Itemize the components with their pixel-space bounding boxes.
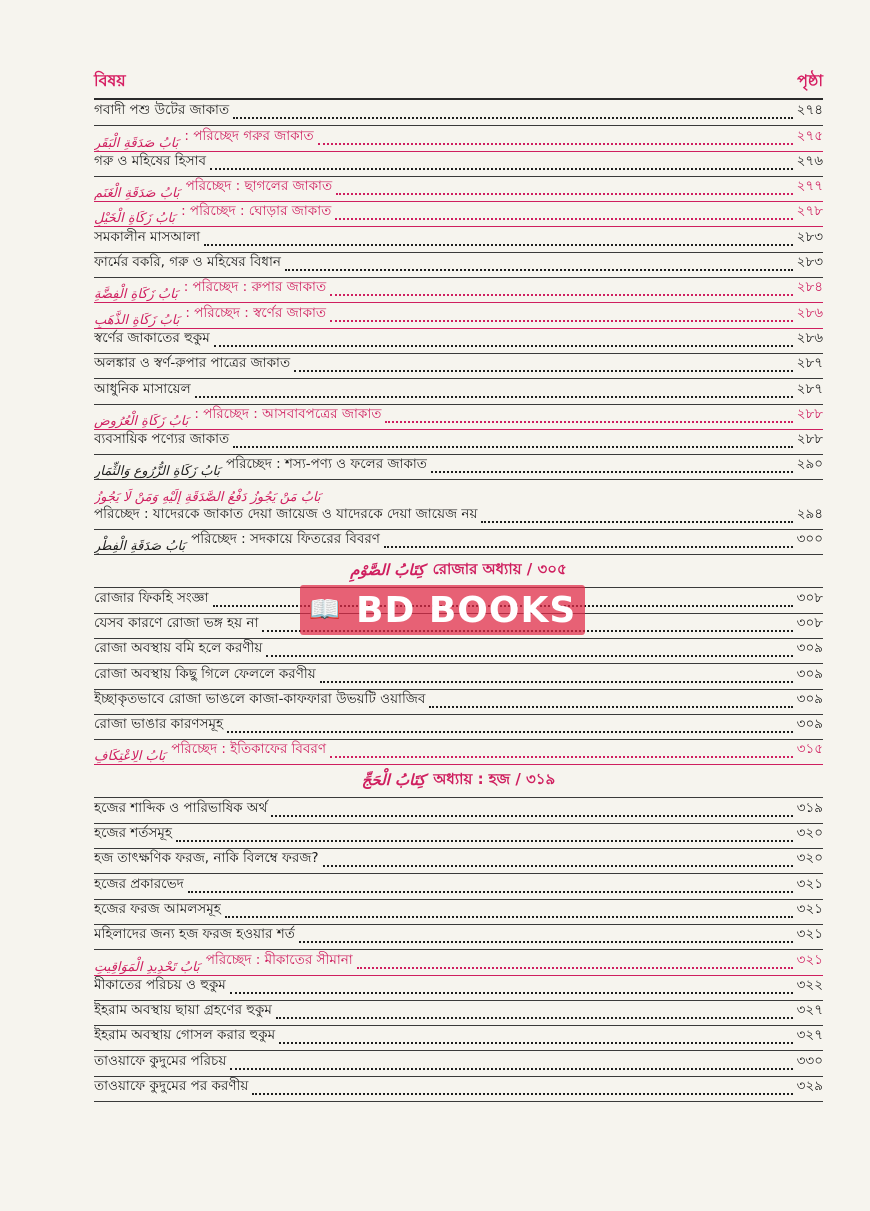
page-number: ৩০৯ (796, 640, 823, 657)
toc-row (94, 798, 823, 823)
entry-title: ফার্মের বকরি, গরু ও মহিষের বিধান (94, 254, 281, 271)
toc-row (94, 950, 823, 975)
page-number: ৩২২ (796, 976, 823, 993)
page-number: ২৯০ (796, 456, 823, 473)
chapter-title: অধ্যায় : হজ / ৩১৯ (433, 769, 556, 788)
dot-leader (336, 193, 793, 195)
chapter-arabic: كِتَابُ الْحَجِّ (361, 771, 426, 790)
entry-title: গরু ও মহিষের হিসাব (94, 152, 207, 169)
page-number: ৩০৯ (796, 716, 823, 733)
arabic-title: بَابُ زَكَاةِ الْخَيْلِ (94, 211, 176, 227)
page-number: ২৮৮ (796, 405, 823, 422)
entry-title: হজ তাৎক্ষণিক ফরজ, নাকি বিলম্বে ফরজ? (94, 850, 319, 867)
dot-leader (431, 471, 793, 473)
entry-title: ইহরাম অবস্থায় গোসল করার হুকুম (94, 1027, 276, 1044)
entry-title: ইচ্ছাকৃতভাবে রোজা ভাঙলে কাজা-কাফফারা উভয়টি ওয়াজিব (94, 690, 426, 707)
chapter-arabic: كِتَابُ الصَّوْمِ (350, 561, 425, 580)
toc-row (94, 405, 823, 430)
entry-title: স্বর্ণের জাকাতের হুকুম (94, 329, 210, 346)
entry-title: পরিচ্ছেদ : যাদেরকে জাকাত দেয়া জায়েজ ও যাদেরকে দেয়া জায়েজ নয় (94, 506, 478, 523)
page-number: ২৭৭ (796, 178, 823, 195)
toc-row (94, 1026, 823, 1051)
entry-title: তাওয়াফে কুদুমের পরিচয় (94, 1052, 227, 1069)
entry-title: : পরিচ্ছেদ গরুর জাকাত (184, 127, 314, 144)
dot-leader (233, 117, 793, 119)
entry-title: মীকাতের পরিচয় ও হুকুম (94, 976, 226, 993)
chapter-title: রোজার অধ্যায় / ৩০৫ (432, 559, 567, 578)
dot-leader (195, 396, 793, 398)
toc-row (94, 530, 823, 555)
arabic-title: بَابُ مَنْ يَجُوزُ دَفْعُ الصَّدَقَةِ إِلَيْهِ وَمَنْ لَا يَجُوزُ (94, 489, 321, 505)
dot-leader (271, 815, 792, 817)
dot-leader (385, 421, 792, 423)
toc-row (94, 690, 823, 715)
entry-title: গবাদী পশু উটের জাকাত (94, 102, 230, 119)
toc-row (94, 126, 823, 151)
page-number: ২৮৪ (796, 279, 823, 296)
toc-row (94, 202, 823, 227)
chapter-hajj (94, 765, 823, 795)
arabic-title: بَابُ صَدَقَةِ الْفِطْرِ (94, 539, 186, 555)
toc-row (94, 976, 823, 1001)
entry-title: আধুনিক মাসায়েল (94, 380, 191, 397)
page-number: ২৭৫ (796, 127, 823, 144)
page-number: ২৮৮ (796, 431, 823, 448)
dot-leader (266, 655, 792, 657)
entry-title: রোজা অবস্থায় কিছু গিলে ফেললে করণীয় (94, 665, 316, 682)
entry-title: : পরিচ্ছেদ : ঘোড়ার জাকাত (181, 203, 332, 220)
toc-row (94, 303, 823, 328)
entry-title: যেসব কারণে রোজা ভঙ্গ হয় না (94, 614, 259, 631)
dot-leader (330, 756, 793, 758)
arabic-title: بَابُ صَدَقَةِ الْغَنَمِ (94, 186, 180, 202)
arabic-title: بَابُ زَكَاةِ الْعُرُوضِ (94, 413, 189, 429)
dot-leader (294, 370, 793, 372)
dot-leader (233, 446, 792, 448)
page-number: ৩০০ (796, 531, 823, 548)
dot-leader (318, 143, 793, 145)
page-number: ২৮৩ (796, 228, 823, 245)
arabic-title: بَابُ الِاعْتِكَافِ (94, 749, 166, 765)
arabic-title: بَابُ صَدَقَةِ الْبَقَرِ (94, 135, 179, 151)
dot-leader (285, 269, 793, 271)
page-number: ৩২১ (796, 951, 823, 968)
page-number: ৩০৯ (796, 690, 823, 707)
toc-row (94, 430, 823, 455)
entry-title: অলঙ্কার ও স্বর্ণ-রুপার পাত্রের জাকাত (94, 355, 291, 372)
toc-row (94, 101, 823, 126)
arabic-title: بَابُ زَكَاةِ الزُّرُوعِ وَالثِّمَارِ (94, 464, 221, 480)
dot-leader (357, 967, 793, 969)
page-number: ৩২৭ (796, 1002, 823, 1019)
toc-row (94, 1077, 823, 1102)
page-number: ২৭৪ (796, 102, 823, 119)
entry-title: : পরিচ্ছেদ : স্বর্ণের জাকাত (185, 304, 327, 321)
dot-leader (279, 1042, 793, 1044)
toc-row (94, 480, 823, 504)
toc-row (94, 849, 823, 874)
toc-row (94, 664, 823, 689)
dot-leader (330, 294, 793, 296)
arabic-title: بَابُ زَكَاةِ الذَّهَبِ (94, 312, 180, 328)
entry-title: পরিচ্ছেদ : শস্য-পণ্য ও ফলের জাকাত (226, 456, 427, 473)
entry-title: মহিলাদের জন্য হজ ফরজ হওয়ার শর্ত (94, 926, 295, 943)
page-number: ২৮৭ (796, 355, 823, 372)
entry-title: পরিচ্ছেদ : সদকায়ে ফিতরের বিবরণ (191, 531, 380, 548)
watermark-text: BD BOOKS (356, 589, 577, 631)
toc-header (94, 72, 823, 100)
page-number: ৩০৯ (796, 665, 823, 682)
page-number: ৩০৮ (796, 589, 823, 606)
page-number: ৩২০ (796, 850, 823, 867)
dot-leader (225, 916, 793, 918)
page-number: ২৯৪ (796, 506, 823, 523)
dot-leader (320, 681, 793, 683)
page-number: ২৮৭ (796, 380, 823, 397)
dot-leader (330, 320, 793, 322)
toc-row (94, 354, 823, 379)
entry-title: পরিচ্ছেদ : ইতিকাফের বিবরণ (171, 741, 327, 758)
page-number: ২৮৬ (796, 304, 823, 321)
arabic-title: بَابُ تَحْدِيدِ الْمَوَاقِيتِ (94, 959, 200, 975)
entry-title: হজের ফরজ আমলসমূহ (94, 900, 221, 917)
toc-row (94, 455, 823, 480)
book-icon: 📖 (308, 595, 343, 625)
dot-leader (230, 1068, 792, 1070)
dot-leader (176, 840, 793, 842)
entry-title: ইহরাম অবস্থায় ছায়া গ্রহণের হুকুম (94, 1002, 272, 1019)
toc-row (94, 177, 823, 202)
entry-title: : পরিচ্ছেদ : রুপার জাকাত (183, 279, 327, 296)
toc-row (94, 824, 823, 849)
entry-title: ব্যবসায়িক পণ্যের জাকাত (94, 431, 230, 448)
toc-row (94, 1051, 823, 1076)
toc-row (94, 253, 823, 278)
dot-leader (204, 244, 793, 246)
dot-leader (299, 941, 793, 943)
toc-row (94, 505, 823, 530)
page-number: ৩২১ (796, 875, 823, 892)
dot-leader (214, 345, 793, 347)
dot-leader (210, 168, 793, 170)
toc-row (94, 740, 823, 765)
entry-title: সমকালীন মাসআলা (94, 228, 201, 245)
entry-title: রোজার ফিকহি সংজ্ঞা (94, 589, 209, 606)
page-number: ৩২৭ (796, 1027, 823, 1044)
toc-row (94, 227, 823, 252)
entry-title: তাওয়াফে কুদুমের পর করণীয় (94, 1077, 249, 1094)
toc-row (94, 278, 823, 303)
entry-title: পরিচ্ছেদ : ছাগলের জাকাত (185, 178, 333, 195)
dot-leader (230, 992, 793, 994)
dot-leader (481, 521, 792, 523)
dot-leader (429, 706, 792, 708)
entry-title: হজের প্রকারভেদ (94, 875, 184, 892)
toc-row (94, 152, 823, 177)
dot-leader (227, 731, 793, 733)
toc-row (94, 900, 823, 925)
entry-title: হজের শাব্দিক ও পারিভাষিক অর্থ (94, 799, 268, 816)
entry-title: পরিচ্ছেদ : মীকাতের সীমানা (205, 951, 353, 968)
page-heading: পৃষ্ঠা (797, 71, 823, 90)
dot-leader (276, 1017, 793, 1019)
page-number: ৩০৮ (796, 614, 823, 631)
page-number: ৩২১ (796, 900, 823, 917)
dot-leader (335, 218, 792, 220)
subject-heading: বিষয় (94, 71, 126, 90)
toc-row (94, 925, 823, 950)
toc-row (94, 639, 823, 664)
page-number: ২৭৮ (796, 203, 823, 220)
arabic-title: بَابُ زَكَاةِ الْفِضَّةِ (94, 287, 178, 303)
page-number: ৩২১ (796, 926, 823, 943)
toc-row (94, 1001, 823, 1026)
toc-row (94, 329, 823, 354)
watermark (300, 578, 585, 642)
dot-leader (384, 546, 793, 548)
toc-row (94, 715, 823, 740)
page-number: ৩৩০ (796, 1052, 823, 1069)
page-number: ৩২৯ (796, 1077, 823, 1094)
entry-title: রোজা ভাঙার কারণসমূহ (94, 716, 224, 733)
entry-title: রোজা অবস্থায় বমি হলে করণীয় (94, 640, 263, 657)
page-number: ২৮৩ (796, 254, 823, 271)
page-number: ২৮৬ (796, 329, 823, 346)
page-number: ৩১৯ (796, 799, 823, 816)
dot-leader (188, 891, 793, 893)
entry-title: হজের শর্তসমূহ (94, 825, 172, 842)
toc-row (94, 874, 823, 899)
page-number: ৩১৫ (796, 741, 823, 758)
dot-leader (252, 1093, 792, 1095)
toc-row (94, 379, 823, 404)
entry-title: : পরিচ্ছেদ : আসবাবপত্রের জাকাত (194, 405, 382, 422)
page-number: ২৭৬ (796, 152, 823, 169)
dot-leader (323, 865, 793, 867)
page-number: ৩২০ (796, 825, 823, 842)
